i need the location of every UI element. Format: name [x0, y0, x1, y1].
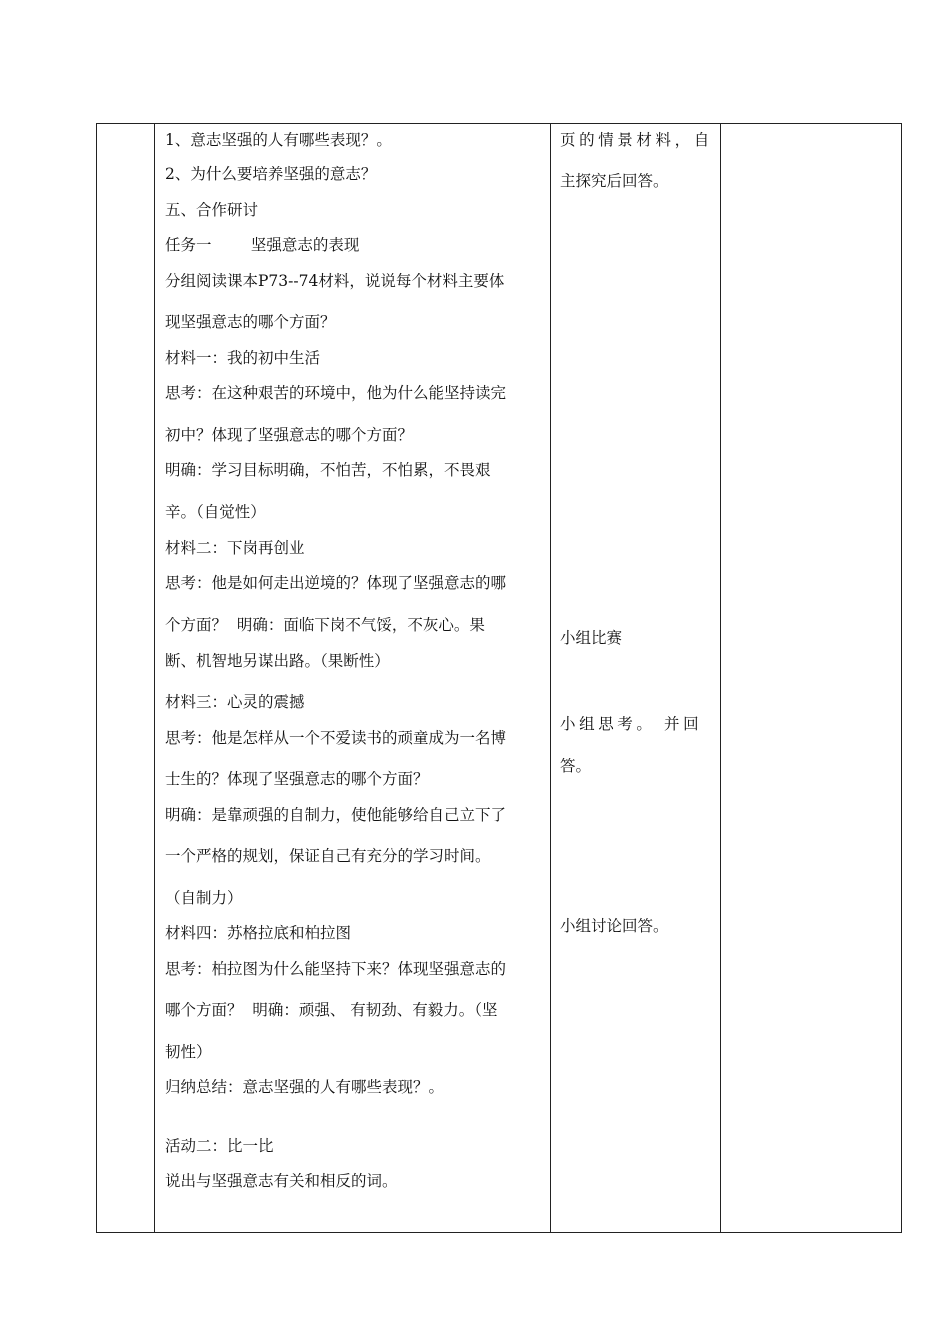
material-heading: 材料四：苏格拉底和柏拉图 [165, 924, 352, 942]
content-line: 思考：他是如何走出逆境的？体现了坚强意志的哪 [165, 574, 507, 592]
content-line: 思考：他是怎样从一个不爱读书的顽童成为一名博 [165, 729, 507, 747]
content-line: 现坚强意志的哪个方面？ [165, 313, 336, 331]
content-line: 思考：在这种艰苦的环境中，他为什么能坚持读完 [165, 384, 507, 402]
content-line: 个方面？ 明确：面临下岗不气馁，不灰心。果 [165, 616, 485, 634]
teaching-content-cell [155, 124, 551, 1233]
content-line: 士生的？体现了坚强意志的哪个方面？ [165, 770, 429, 788]
content-line: 1、意志坚强的人有哪些表现？。 [165, 131, 392, 149]
section-heading: 五、合作研讨 [165, 201, 259, 219]
content-line: 说出与坚强意志有关和相反的词。 [165, 1172, 398, 1190]
content-line: 一个严格的规划，保证自己有充分的学习时间。 [165, 847, 491, 865]
content-line: 初中？体现了坚强意志的哪个方面？ [165, 426, 414, 444]
material-heading: 材料二：下岗再创业 [165, 539, 305, 557]
content-line: 哪个方面？ 明确：顽强、 有韧劲、有毅力。（坚 [165, 1001, 498, 1019]
activity-line: 主探究后回答。 [560, 172, 669, 190]
activity-line: 小组比赛 [560, 629, 623, 647]
content-line: 明确：是靠顽强的自制力，使他能够给自己立下了 [165, 806, 507, 824]
content-line: （自制力） [165, 889, 243, 907]
lesson-plan-table [96, 123, 902, 1233]
notes-cell [721, 124, 902, 1233]
table-row [97, 124, 902, 1233]
content-line: 断、机智地另谋出路。（果断性） [165, 652, 390, 670]
activity-line: 答。 [560, 757, 592, 775]
activity-heading: 活动二：比一比 [165, 1137, 274, 1155]
summary-line: 归纳总结：意志坚强的人有哪些表现？。 [165, 1078, 445, 1096]
content-line: 明确：学习目标明确，不怕苦，不怕累，不畏艰 [165, 461, 491, 479]
task-heading: 任务一 坚强意志的表现 [165, 236, 360, 254]
blank-column-cell [97, 124, 155, 1233]
activity-line: 小组思考。 并回 [560, 715, 703, 733]
activity-line: 页的情景材料，自 [560, 131, 713, 149]
content-line: 辛。（自觉性） [165, 503, 266, 521]
material-heading: 材料三：心灵的震撼 [165, 693, 305, 711]
activity-line: 小组讨论回答。 [560, 917, 669, 935]
student-activity-cell [551, 124, 721, 1233]
content-line: 2、为什么要培养坚强的意志？ [165, 165, 377, 183]
content-line: 思考：柏拉图为什么能坚持下来？体现坚强意志的 [165, 960, 507, 978]
material-heading: 材料一：我的初中生活 [165, 349, 321, 367]
content-line: 分组阅读课本P73--74材料，说说每个材料主要体 [165, 272, 505, 290]
content-line: 韧性） [165, 1043, 212, 1061]
